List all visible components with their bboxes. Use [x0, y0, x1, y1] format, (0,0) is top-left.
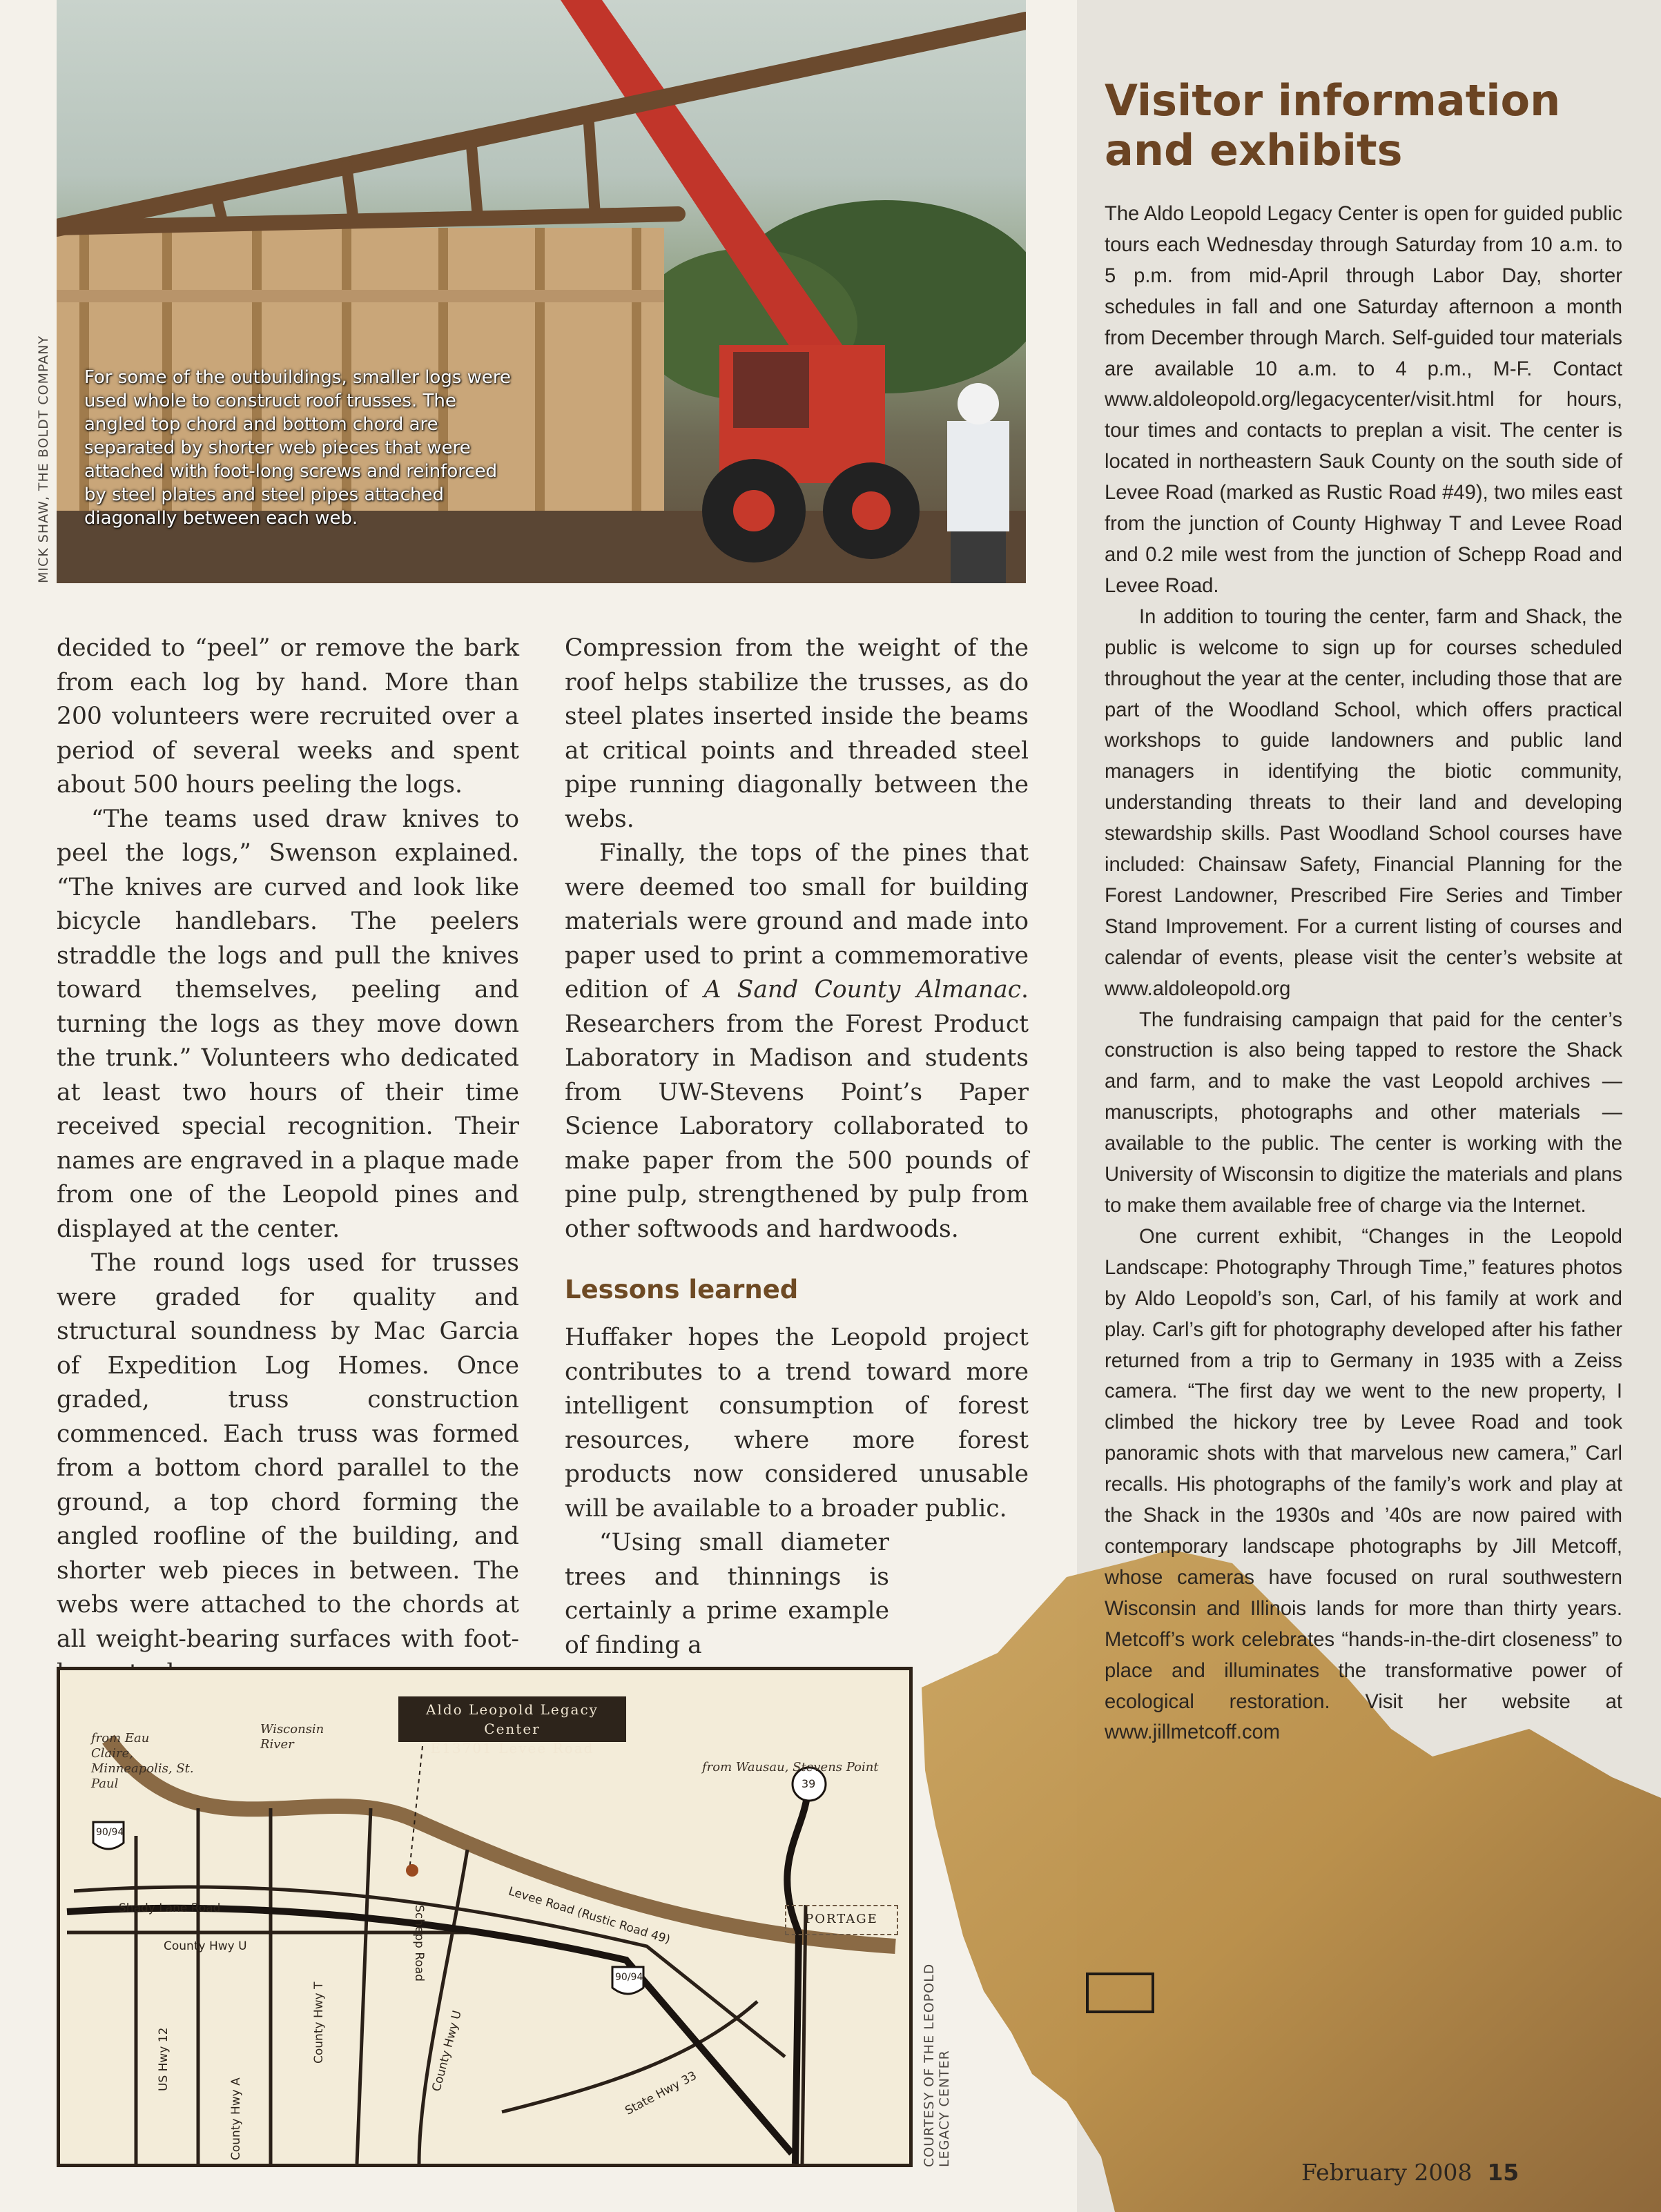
page-footer — [1301, 2159, 1519, 2186]
paragraph: Finally, the tops of the pines that were deemed too small for building materials were ground and made into paper used to print a commemorative edition of A Sand County Almanac. Researchers from the Forest Product Laboratory in Madison and students from UW-Stevens Point’s Paper Science Laboratory collaborated to make paper from the 500 pounds of pine pulp, strengthened by pulp from other softwoods and hardwoods. — [565, 839, 1029, 1243]
map-credit: COURTESY OF THE LEOPOLD LEGACY CENTER — [922, 1963, 952, 2167]
paragraph: Huffaker hopes the Leopold project contributes to a trend toward more intelligent consumption of forest resources, where more forest products now considered unusable will be available to a broader public. — [565, 1324, 1029, 1523]
us-hwy-12-label: US Hwy 12 — [157, 2027, 171, 2091]
county-hwy-a-label: County Hwy A — [229, 2077, 243, 2160]
interstate-90-94-shield: 90/94 — [96, 1827, 124, 1838]
section-heading: Lessons learned — [565, 1275, 799, 1304]
state-hwy-33-label: State Hwy 33 — [623, 2068, 699, 2118]
river-label: Wisconsin River — [260, 1722, 324, 1752]
shady-lane-road-label: Shady Lane Road — [119, 1901, 221, 1915]
paragraph: The Aldo Leopold Legacy Center is open for guided public tours each Wednesday through Saturday from 10 a.m. to 5 p.m. from mid-April through Labor Day, shorter schedules in fall and one Saturday afternoon a month from December through March. Self-guided tour materials are available 10 a.m. to 4 p.m., M-F. Contact www.aldoleopold.org/legacycenter/visit.html for hours, tour times and contacts to preplan a visit. The center is located in northeastern Sauk County on the south side of Levee Road (marked as Rustic Road #49), two miles east from the junction of County Highway T and Levee Road and 0.2 mile west from the junction of Schepp Road and Levee Road. — [1105, 203, 1622, 597]
issue-date: February 2008 — [1301, 2159, 1473, 2186]
paragraph: The fundraising campaign that paid for the center’s construction is also being tapped to restore the Shack and farm, and to make the vast Leopold archives — manuscripts, photographs and other materials — available to the public. The center is working with the University of Wisconsin to digitize the materials and plans to make them available free of charge via the Internet. — [1105, 1008, 1622, 1217]
portage-label: PORTAGE — [785, 1905, 898, 1935]
paragraph: In addition to touring the center, farm and Shack, the public is welcome to sign up for courses scheduled throughout the year at the center, including those that are part of the Woodland School, which offers practical workshops to guide landowners and public land managers in identifying the biotic community, understanding threats to their land and developing stewardship skills. Past Woodland School courses have included: Chainsaw Safety, Financial Planning for the Forest Landowner, Prescribed Fire Series and Timber Stand Improvement. For a current listing of courses and calendar of events, please visit the center’s website at www.aldoleopold.org — [1105, 605, 1622, 1000]
sidebar-text — [1105, 199, 1622, 1748]
from-west-label: from Eau Claire, Minneapolis, St. Paul — [91, 1731, 194, 1791]
sidebar-title: Visitor information and exhibits — [1105, 75, 1561, 175]
county-hwy-t-label: County Hwy T — [312, 1981, 326, 2064]
photo-caption: For some of the outbuildings, smaller logs were used whole to construct roof trusses. The angled top chord and bottom chord are separated by shorter web pieces that were attached with foot-long screws and reinforced by steel plates and steel pipes attached diagonally between each web. — [84, 367, 512, 529]
paragraph: decided to “peel” or remove the bark from each log by hand. More than 200 volunteers were recruited over a period of several weeks and spent about 500 hours peeling the logs. — [57, 634, 519, 799]
county-hwy-u-label: County Hwy U — [164, 1939, 247, 1953]
location-map — [57, 1667, 913, 2167]
paragraph: One current exhibit, “Changes in the Leopold Landscape: Photography Through Time,” features photos by Aldo Leopold’s son, Carl, of his family at work and play. Carl’s gift for photography developed after his father returned from a trip to Germany in 1935 with a Zeiss camera. “The first day we went to the new property, I climbed the hickory tree by Levee Road and took panoramic shots with that marvelous new camera,” Carl recalls. His photographs of the family’s work and play at the Shack in the 1930s and ’40s are now paired with contemporary landscape photographs by Jill Metcoff, whose cameras have focused on rural southwestern Wisconsin and Illinois lands for more than thirty years. Metcoff’s work celebrates “hands-in-the-dirt closeness” to place and illuminates the transformative power of ecological restoration. Visit her website at www.jillmetcoff.com — [1105, 1225, 1622, 1744]
schepp-road-label: Schepp Road — [412, 1905, 426, 1982]
page-number: 15 — [1487, 2159, 1519, 2186]
paragraph: “Using small diameter trees and thinnings is certainly a prime example of finding a — [565, 1529, 889, 1659]
levee-road-label: Levee Road (Rustic Road 49) — [507, 1884, 672, 1947]
truss-photo — [57, 0, 1026, 583]
article-column-2 — [565, 632, 1029, 1663]
map-title: Aldo Leopold Legacy Center E13701 Levee Road — [398, 1696, 626, 1742]
interstate-90-94-shield: 90/94 — [615, 1972, 643, 1983]
article-column-1 — [57, 632, 519, 1691]
book-title: A Sand County Almanac — [703, 976, 1022, 1004]
from-north-label: from Wausau, Stevens Point — [702, 1760, 879, 1774]
paragraph: “The teams used draw knives to peel the logs,” Swenson explained. “The knives are curved and look like bicycle handlebars. The peelers straddle the logs and pull the knives toward themselves, peeling and turning the logs as they move down the trunk.” Volunteers who dedicated at least two hours of their time received special recognition. Their names are engraved in a plaque made from one of the Leopold pines and displayed at the center. — [57, 805, 519, 1243]
hwy-39-shield: 39 — [802, 1777, 816, 1790]
county-hwy-u-vertical-label: County Hwy U — [429, 2008, 465, 2093]
paragraph: Compression from the weight of the roof helps stabilize the trusses, as do steel plates inserted inside the beams at critical points and threaded steel pipe running diagonally between the webs. — [565, 634, 1029, 833]
photo-credit: MICK SHAW, THE BOLDT COMPANY — [36, 335, 51, 583]
paragraph: The round logs used for trusses were graded for quality and structural soundness by Mac Garcia of Expedition Log Homes. Once graded, truss construction commenced. Each truss was formed from a bottom chord parallel to the ground, a top chord forming the angled roofline of the building, and shorter web pieces in between. The webs were attached to the chords at all weight-bearing surfaces with foot- — [57, 1249, 519, 1653]
